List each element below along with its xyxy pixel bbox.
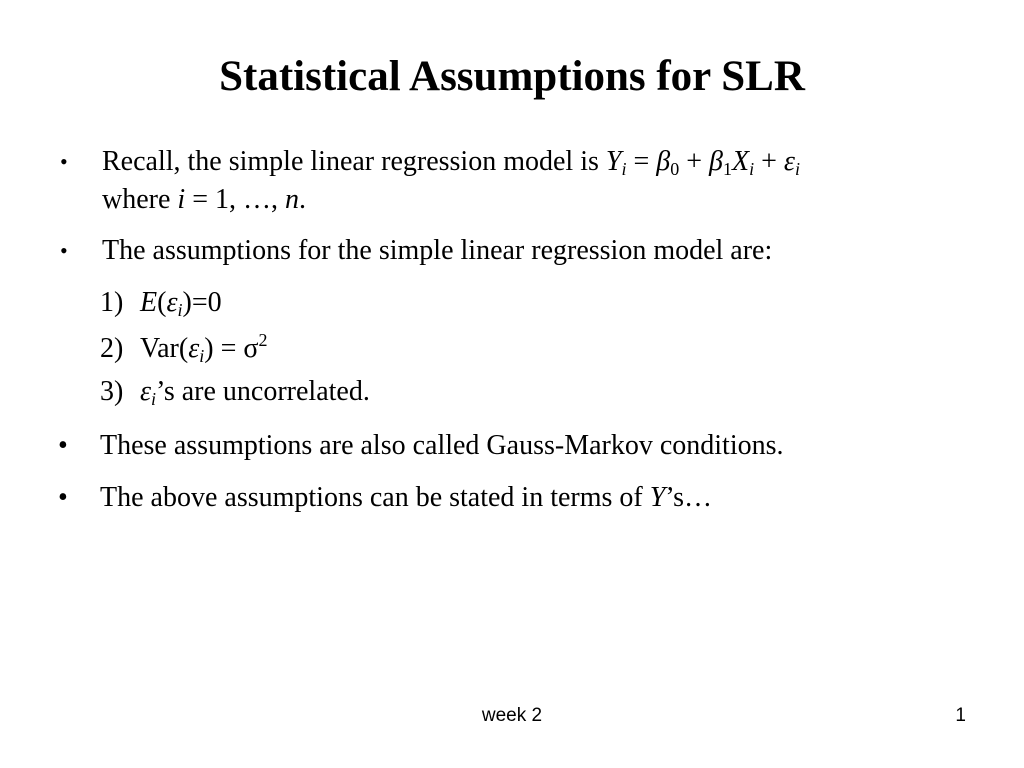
assumption-3: 3) $\varepsilon_i’s$ are uncorrelated. — [100, 376, 370, 409]
bullet-gauss-markov — [58, 427, 784, 465]
assumption-1: 1) $E(\varepsilon_i)=0$ — [100, 287, 222, 320]
bullet-dot-icon: • — [60, 149, 68, 174]
bullet-text: Recall, the simple linear regression model is $Y_i = \beta_0 + \beta_1X_i + \varepsilon_i$ where i = 1, …, n. — [102, 146, 800, 215]
bullet-dot-icon: • — [58, 430, 68, 461]
bullet-assumptions-intro — [58, 232, 772, 270]
bullet-in-terms-of-y — [58, 479, 712, 517]
bullet-text: The above assumptions can be stated in terms of Y’s… — [100, 482, 713, 513]
bullet-text: The assumptions for the simple linear regression model are: — [102, 235, 773, 266]
bullet-dot-icon: • — [60, 238, 68, 263]
bullet-text: These assumptions are also called Gauss-Markov conditions. — [100, 430, 784, 461]
bullet-model-equation — [58, 143, 800, 219]
slide-title: Statistical Assumptions for SLR — [219, 53, 805, 100]
page-number: 1 — [955, 705, 966, 726]
assumption-2: 2) $Var(\varepsilon_i) = \sigma^2$ — [100, 330, 268, 366]
footer-week-label: week 2 — [481, 705, 543, 726]
bullet-dot-icon: • — [58, 482, 68, 513]
